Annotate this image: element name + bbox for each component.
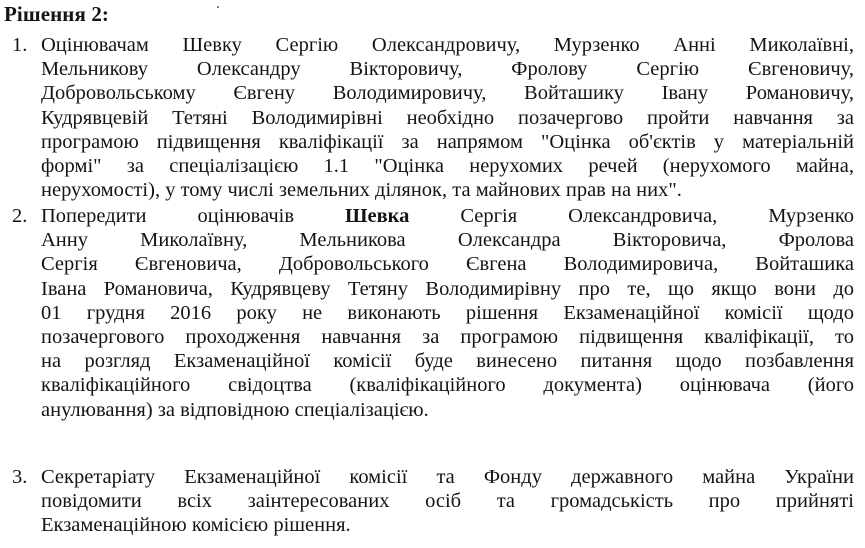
text-line: Мельникову Олександру Вікторовичу, Фролову Сергію Євгеновичу,	[41, 58, 854, 81]
emphasized-name: Шевка	[345, 205, 410, 227]
text-line: Попередити оцінювачів Шевка Сергія Олександровича, Мурзенко	[41, 205, 854, 227]
item-text	[41, 465, 854, 538]
text-line: Добровольському Євгену Володимировичу, Войташику Івану Романовичу,	[41, 82, 854, 105]
text-line: нерухомості), у тому числі земельних ділянок, та майнових прав на них".	[41, 179, 682, 202]
text-line: на розгляд Екзаменаційної комісії буде винесено питання щодо позбавлення	[41, 350, 854, 373]
text-line: Секретаріату Екзаменаційної комісії та Фонду державного майна України	[41, 466, 854, 488]
item-number: 1.	[12, 34, 28, 56]
text-line: повідомити всіх заінтересованих осіб та громадськість про прийняті	[41, 490, 854, 513]
text-line: програмою підвищення кваліфікації за напрямом "Оцінка об'єктів у матеріальній	[41, 130, 854, 153]
text-line: кваліфікаційного свідоцтва (кваліфікаційного документа) оцінювача (його	[41, 374, 854, 397]
text-line: Анну Миколаївну, Мельникова Олександра Вікторовича, Фролова	[41, 229, 854, 252]
text-line: формі" за спеціалізацією 1.1 "Оцінка нерухомих речей (нерухомого майна,	[41, 154, 854, 177]
text-line: анулювання) за відповідною спеціалізацією.	[41, 398, 429, 421]
item-text	[41, 33, 854, 202]
text-line: Екзаменаційною комісією рішення.	[41, 514, 351, 537]
text-line: позачергового проходження навчання за програмою підвищення кваліфікації, то	[41, 325, 854, 348]
text-line: Сергія Євгеновича, Добровольського Євгена Володимировича, Войташика	[41, 253, 854, 276]
text-line: 01 грудня 2016 року не виконають рішення Екзаменаційної комісії щодо	[41, 301, 854, 324]
text-line: Оцінювачам Шевку Сергію Олександровичу, Мурзенко Анні Миколаївні,	[41, 34, 854, 56]
item-text	[41, 204, 854, 422]
item-number: 2.	[12, 205, 28, 227]
text-line: Івана Романовича, Кудрявцеву Тетяну Володимирівну про те, що якщо вони до	[41, 277, 854, 300]
item-number: 3.	[12, 466, 28, 488]
decision-heading: Рішення 2:	[4, 2, 110, 26]
scan-speck	[217, 6, 219, 8]
text-line: Кудрявцевій Тетяні Володимирівні необхідно позачергово пройти навчання за	[41, 106, 854, 129]
